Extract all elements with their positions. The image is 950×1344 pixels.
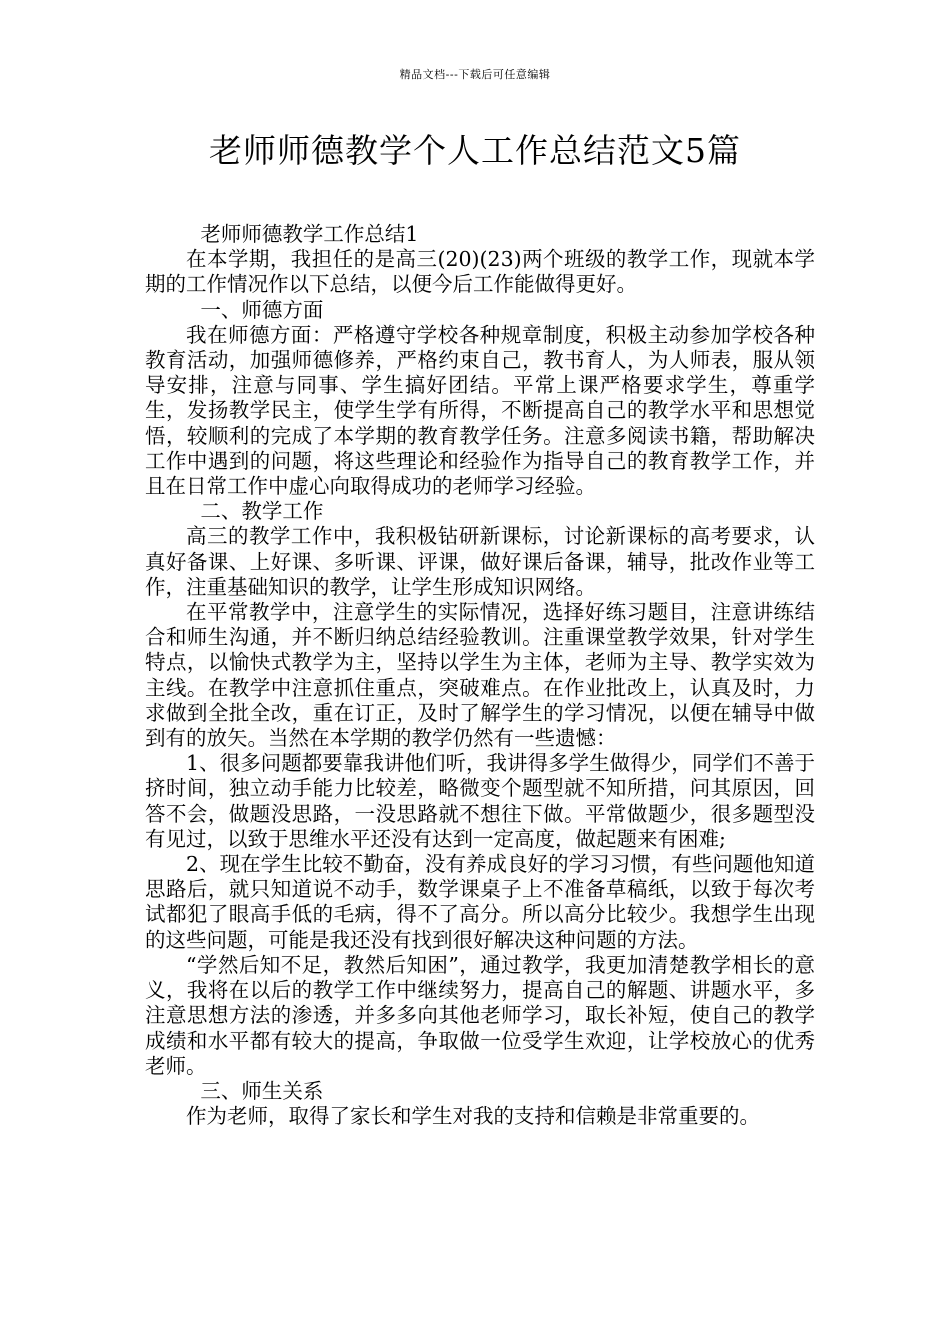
document-body <box>145 222 815 1129</box>
paragraph: 高三的教学工作中，我积极钻研新课标，讨论新课标的高考要求，认真好备课、上好课、多听课、评课，做好课后备课，辅导，批改作业等工作，注重基础知识的教学，让学生形成知识网络。 <box>145 524 815 599</box>
paragraph: “学然后知不足，教然后知困”，通过教学，我更加清楚教学相长的意义，我将在以后的教学工作中继续努力，提高自己的解题、讲题水平，多注意思想方法的渗透，并多多向其他老师学习，取长补短，使自己的教学成绩和水平都有较大的提高，争取做一位受学生欢迎，让学校放心的优秀老师。 <box>145 952 815 1078</box>
section-heading: 老师师德教学工作总结1 <box>200 222 419 246</box>
section-heading: 二、教学工作 <box>200 499 324 524</box>
section-heading: 三、师生关系 <box>200 1078 324 1103</box>
list-paragraph: 1、很多问题都要靠我讲他们听，我讲得多学生做得少，同学们不善于挤时间，独立动手能力比较差，略微变个题型就不知所措，问其原因，回答不会，做题没思路，一没思路就不想往下做。平常做题少，很多题型没有见过，以致于思维水平还没有达到一定高度，做起题来有困难; <box>145 751 815 851</box>
paragraph: 作为老师，取得了家长和学生对我的支持和信赖是非常重要的。 <box>186 1104 760 1129</box>
paragraph: 我在师德方面：严格遵守学校各种规章制度，积极主动参加学校各种教育活动，加强师德修养，严格约束自己，教书育人，为人师表，服从领导安排，注意与同事、学生搞好团结。平常上课严格要求学生，尊重学生，发扬教学民主，使学生学有所得，不断提高自己的教学水平和思想觉悟，较顺利的完成了本学期的教育教学任务。注意多阅读书籍，帮助解决工作中遇到的问题，将这些理论和经验作为指导自己的教育教学工作，并且在日常工作中虚心向取得成功的老师学习经验。 <box>145 322 815 499</box>
section-heading: 一、师德方面 <box>200 297 324 322</box>
paragraph: 在平常教学中，注意学生的实际情况，选择好练习题目，注意讲练结合和师生沟通，并不断归纳总结经验教训。注重课堂教学效果，针对学生特点，以愉快式教学为主，坚持以学生为主体，老师为主导、教学实效为主线。在教学中注意抓住重点，突破难点。在作业批改上，认真及时，力求做到全批全改，重在订正，及时了解学生的学习情况，以便在辅导中做到有的放矢。当然在本学期的教学仍然有一些遗憾： <box>145 600 815 751</box>
paragraph: 在本学期，我担任的是高三(20)(23)两个班级的教学工作，现就本学期的工作情况作以下总结，以便今后工作能做得更好。 <box>145 247 815 297</box>
document-title: 老师师德教学个人工作总结范文5篇 <box>209 131 741 170</box>
header-note: 精品文档---下载后可任意编辑 <box>399 68 551 81</box>
list-paragraph: 2、现在学生比较不勤奋，没有养成良好的学习习惯，有些问题他知道思路后，就只知道说不动手，数学课桌子上不准备草稿纸，以致于每次考试都犯了眼高手低的毛病，得不了高分。所以高分比较少。我想学生出现的这些问题，可能是我还没有找到很好解决这种问题的方法。 <box>145 852 815 952</box>
